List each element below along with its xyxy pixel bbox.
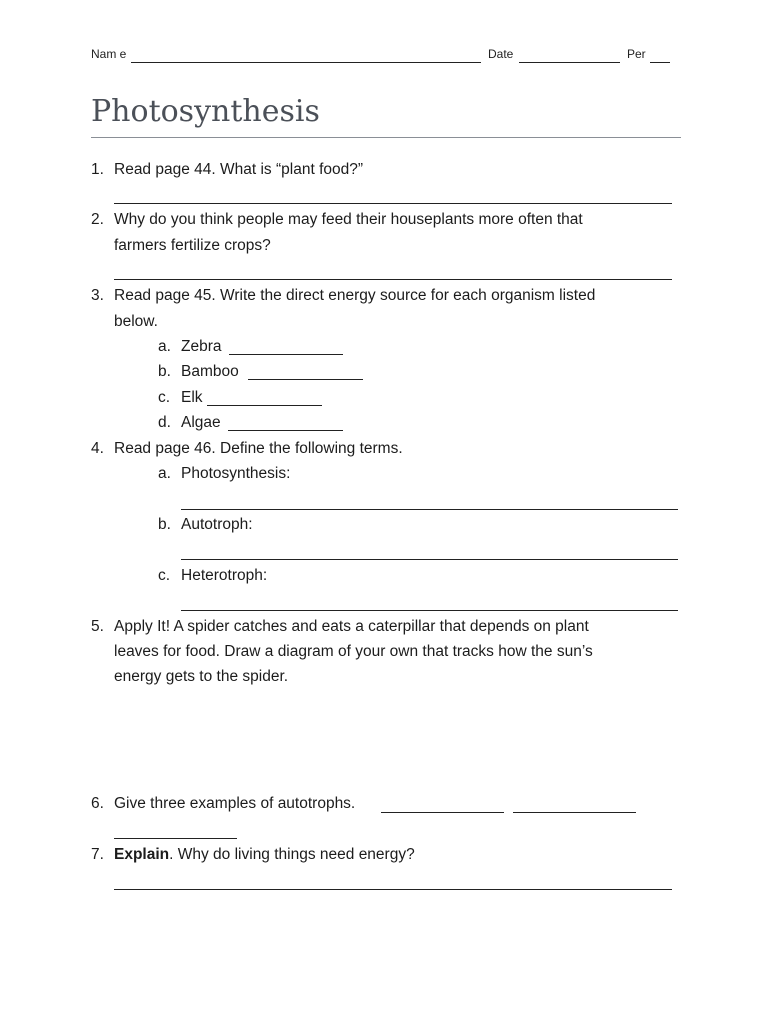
date-blank[interactable] [519,62,620,63]
q6-blank-2[interactable] [513,812,636,813]
q3d-blank[interactable] [228,430,343,431]
q4-text: Read page 46. Define the following terms. [114,440,403,457]
date-label: Date [488,47,514,61]
period-label: Per [627,47,646,61]
q6-number: 6. [91,795,104,812]
page-title: Photosynthesis [91,94,320,129]
q5-diagram-area[interactable] [114,695,672,790]
q3-number: 3. [91,287,104,304]
q2-answer-line[interactable] [114,279,672,280]
q3d-label: Algae [181,414,221,431]
name-blank[interactable] [131,62,481,63]
q4a-label: Photosynthesis: [181,465,291,482]
q3b-letter: b. [158,363,171,380]
q6-blank-1[interactable] [381,812,504,813]
q4-number: 4. [91,440,104,457]
q4b-label: Autotroph: [181,516,253,533]
q5-text-line1: Apply It! A spider catches and eats a caterpillar that depends on plant [114,618,589,635]
q5-text-line2: leaves for food. Draw a diagram of your own that tracks how the sun’s [114,643,593,660]
q1-answer-line[interactable] [114,203,672,204]
q2-number: 2. [91,211,104,228]
q7-text [114,846,415,864]
q4a-letter: a. [158,465,171,482]
q4b-answer-line[interactable] [181,559,678,560]
q4c-label: Heterotroph: [181,567,268,584]
q4c-answer-line[interactable] [181,610,678,611]
q7-bold-word: Explain [114,846,170,863]
q2-text-line1: Why do you think people may feed their houseplants more often that [114,211,583,228]
name-label: Nam e [91,47,127,61]
q3d-letter: d. [158,414,171,431]
q1-number: 1. [91,161,104,178]
period-blank[interactable] [650,62,670,63]
q3b-label: Bamboo [181,363,239,380]
q6-blank-3[interactable] [114,838,237,839]
q3a-label: Zebra [181,338,222,355]
q3c-label: Elk [181,389,203,406]
q2-text-line2: farmers fertilize crops? [114,237,271,254]
q4b-letter: b. [158,516,171,533]
q6-text: Give three examples of autotrophs. [114,795,356,812]
q3b-blank[interactable] [248,379,363,380]
q7-question: . Why do living things need energy? [169,846,415,863]
q4a-answer-line[interactable] [181,509,678,510]
q1-text: Read page 44. What is “plant food?” [114,161,364,178]
q4c-letter: c. [158,567,171,584]
q7-answer-line[interactable] [114,889,672,890]
q3-text-line2: below. [114,313,158,330]
q3c-letter: c. [158,389,171,406]
q3c-blank[interactable] [207,405,322,406]
q5-text-line3: energy gets to the spider. [114,668,289,685]
q3a-blank[interactable] [229,354,343,355]
q3-text-line1: Read page 45. Write the direct energy source for each organism listed [114,287,596,304]
q7-number: 7. [91,846,104,863]
q5-number: 5. [91,618,104,635]
title-divider [91,137,681,138]
q3a-letter: a. [158,338,171,355]
